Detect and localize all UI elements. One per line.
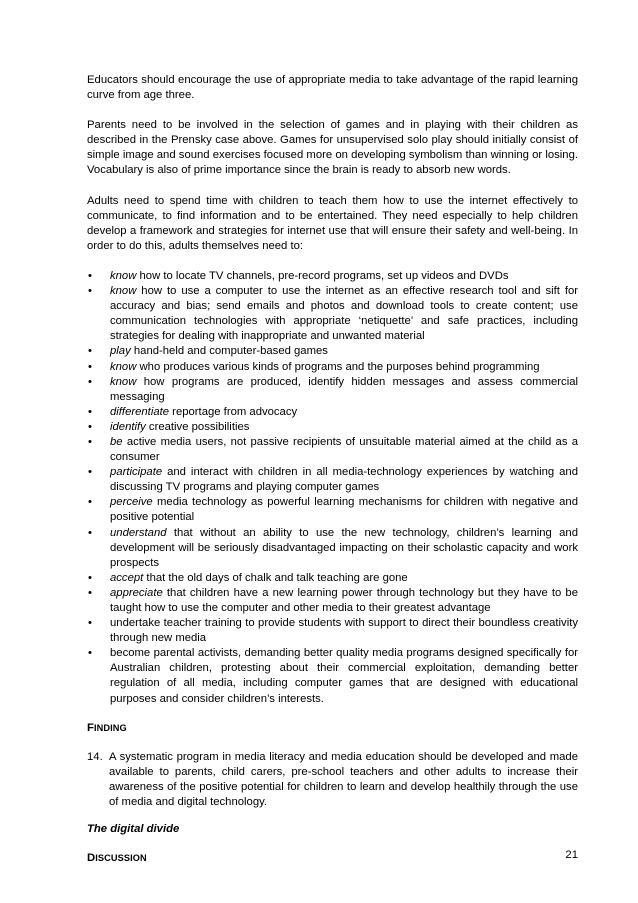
list-item <box>87 616 578 646</box>
bullet-icon: • <box>88 586 92 599</box>
bullet-icon: • <box>88 269 92 282</box>
list-item <box>87 344 578 359</box>
list-item-verb: know <box>110 375 137 388</box>
list-item <box>87 284 578 344</box>
list-item <box>87 526 578 571</box>
list-item-text: and interact with children in all media-technology experiences by watching and discussing TV programs and playing computer games <box>110 466 578 494</box>
list-item <box>87 646 578 706</box>
list-item <box>87 495 578 525</box>
bullet-icon: • <box>88 285 92 298</box>
list-item-text: creative possibilities <box>145 420 250 433</box>
list-item-verb: participate <box>110 466 163 479</box>
bullet-icon: • <box>88 375 92 388</box>
discussion-heading <box>87 851 578 866</box>
bullet-icon: • <box>88 496 92 509</box>
list-item <box>87 435 578 465</box>
list-item-text: reportage from advocacy <box>169 405 298 418</box>
list-item-verb: differentiate <box>110 405 170 418</box>
paragraph-parents: Parents need to be involved in the selection of games and in playing with their children as described in the Prensky case above. Games for unsupervised solo play should initially consist of simple image and sound exercises focused more on developing symbolism than winning or losing. Vocabulary is also of prime importance since the brain is ready to absorb new words. <box>87 119 578 177</box>
list-item <box>87 571 578 586</box>
page-content <box>87 73 578 880</box>
list-item-verb: accept <box>110 571 144 584</box>
bullet-icon: • <box>88 345 92 358</box>
page-number: 21 <box>565 849 578 861</box>
list-item <box>87 420 578 435</box>
bullet-icon: • <box>88 435 92 448</box>
list-item-text: media technology as powerful learning mechanisms for children with negative and positive potential <box>110 496 578 524</box>
finding-heading-initial: F <box>87 721 95 734</box>
finding-number: 14. <box>87 750 103 763</box>
bullet-icon: • <box>88 526 92 539</box>
bullet-icon: • <box>88 647 92 660</box>
list-item-verb: know <box>110 269 137 282</box>
finding-text: A systematic program in media literacy and media education should be developed and made available to parents, child carers, pre-school teachers and other adults to increase their awareness of the positive potential for children to learn and develop healthily through the use of media and digital technology. <box>109 750 578 809</box>
list-item-text: that without an ability to use the new technology, children’s learning and development will be seriously disadvantaged impacting on their scholastic capacity and work prospects <box>110 526 578 569</box>
finding-heading <box>87 721 578 736</box>
adult-skills-list <box>87 269 578 707</box>
list-item-text: how programs are produced, identify hidden messages and assess commercial messaging <box>110 375 578 403</box>
bullet-icon: • <box>88 466 92 479</box>
finding-heading-rest: INDING <box>94 722 127 733</box>
bullet-icon: • <box>88 420 92 433</box>
bullet-icon: • <box>88 405 92 418</box>
list-item-verb: perceive <box>110 496 153 509</box>
list-item-verb: know <box>110 285 137 298</box>
paragraph-educators: Educators should encourage the use of appropriate media to take advantage of the rapid learning curve from age three. <box>87 74 578 102</box>
list-item-text: that the old days of chalk and talk teaching are gone <box>143 571 408 584</box>
bullet-icon: • <box>88 617 92 630</box>
list-item-text: how to use a computer to use the internet as an effective research tool and sift for accuracy and bias; send emails and photos and download tools to create content; use communication technologies with appropriate ‘netiquette’ and safe practices, including strategies for dealing with inappropriate and unwanted material <box>110 285 578 343</box>
discussion-heading-initial: D <box>87 852 96 865</box>
list-item <box>87 360 578 375</box>
list-item <box>87 405 578 420</box>
list-item <box>87 465 578 495</box>
list-item-verb: know <box>110 360 137 373</box>
list-item-text: how to locate TV channels, pre-record programs, set up videos and DVDs <box>136 269 509 282</box>
list-item <box>87 269 578 284</box>
list-item-text: undertake teacher training to provide students with support to direct their boundless creativity through new media <box>110 617 578 645</box>
list-item-verb: play <box>110 345 131 358</box>
list-item-verb: appreciate <box>110 586 163 599</box>
bullet-icon: • <box>88 571 92 584</box>
finding-item <box>87 750 578 810</box>
discussion-heading-rest: ISCUSSION <box>95 853 147 864</box>
list-item-text: who produces various kinds of programs and the purposes behind programming <box>136 360 540 373</box>
list-item-text: active media users, not passive recipients of unsuitable material aimed at the child as a consumer <box>110 435 578 464</box>
bullet-icon: • <box>88 360 92 373</box>
list-item <box>87 586 578 616</box>
section-subheading: The digital divide <box>87 823 180 836</box>
list-item-verb: identify <box>110 420 146 433</box>
list-item <box>87 375 578 405</box>
list-item-text: that children have a new learning power through technology but they have to be taught how to use the computer and other media to their greatest advantage <box>110 586 578 614</box>
list-item-text: hand-held and computer-based games <box>130 345 328 358</box>
paragraph-adults: Adults need to spend time with children to teach them how to use the internet effectively to communicate, to find information and to be entertained. They need especially to help children develop a framework and strategies for internet use that will ensure their safety and well-being. In order to do this, adults themselves need to: <box>87 194 578 252</box>
list-item-text: become parental activists, demanding better quality media programs designed specifically for Australian children, protesting about their commercial exploitation, demanding better regulation of all media, including computer games that are designed with educational purposes and consider children’s interests. <box>110 647 578 705</box>
list-item-verb: be <box>110 435 123 448</box>
list-item-verb: understand <box>110 526 167 539</box>
